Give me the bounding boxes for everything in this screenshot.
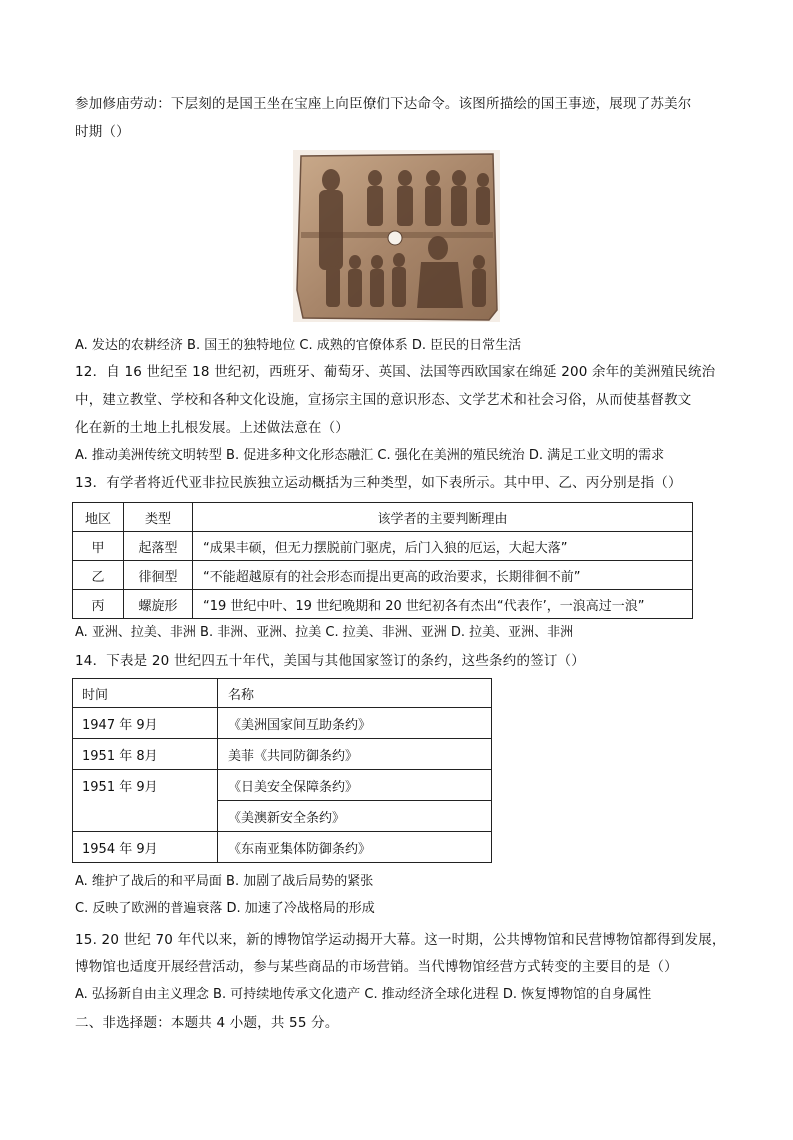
- table-cell: “成果丰硕，但无力摆脱前门驱虎，后门入狼的厄运，大起大落”: [193, 532, 693, 561]
- q12-options: A. 推动美洲传统文明转型 B. 促进多种文化形态融汇 C. 强化在美洲的殖民统治 D. 满足工业文明的需求: [75, 448, 665, 463]
- q13-options: A. 亚洲、拉美、非洲 B. 非洲、亚洲、拉美 C. 拉美、非洲、亚洲 D. 拉美、亚洲、非洲: [75, 625, 574, 640]
- table-header-row: [73, 503, 693, 532]
- table-row: [73, 708, 492, 739]
- table-cell: 乙: [73, 561, 124, 590]
- table-cell: “19 世纪中叶、19 世纪晚期和 20 世纪初各有杰出“代表作’，一浪高过一浪”: [193, 590, 693, 619]
- header-cell: 类型: [124, 503, 193, 532]
- q15-stem-line2: 博物馆也适度开展经营活动，参与某些商品的市场营销。当代博物馆经营方式转变的主要目的是（）: [75, 959, 678, 975]
- table-header-row: [73, 679, 492, 708]
- table-cell: 《美澳新安全条约》: [218, 801, 492, 832]
- q11-options: A. 发达的农耕经济 B. 国王的独特地位 C. 成熟的官僚体系 D. 臣民的日常生活: [75, 338, 522, 353]
- table-cell: 起落型: [124, 532, 193, 561]
- table-cell: 1947 年 9月: [73, 708, 218, 739]
- table-row: [73, 739, 492, 770]
- table-cell: 1954 年 9月: [73, 832, 218, 863]
- table-row: [73, 532, 693, 561]
- table-cell: 1951 年 8月: [73, 739, 218, 770]
- header-cell: 该学者的主要判断理由: [193, 503, 693, 532]
- table-cell: 螺旋形: [124, 590, 193, 619]
- table-cell: 《美洲国家间互助条约》: [218, 708, 492, 739]
- table-cell: 甲: [73, 532, 124, 561]
- table-cell: 丙: [73, 590, 124, 619]
- sumerian-relief-image: [293, 150, 500, 322]
- table-cell: 1951 年 9月: [73, 770, 218, 832]
- header-cell: 名称: [218, 679, 492, 708]
- q14-options-line1: A. 维护了战后的和平局面 B. 加剧了战后局势的紧张: [75, 874, 374, 889]
- q12-stem-line1: 12．自 16 世纪至 18 世纪初，西班牙、葡萄牙、英国、法国等西欧国家在绵延 200 余年的美洲殖民统治: [75, 364, 716, 380]
- header-cell: 地区: [73, 503, 124, 532]
- section-heading: 二、非选择题：本题共 4 小题，共 55 分。: [75, 1015, 339, 1031]
- q12-stem-line3: 化在新的土地上扎根发展。上述做法意在（）: [75, 420, 349, 436]
- q15-options: A. 弘扬新自由主义理念 B. 可持续地传承文化遗产 C. 推动经济全球化进程 D. 恢复博物馆的自身属性: [75, 987, 652, 1002]
- header-cell: 时间: [73, 679, 218, 708]
- q14-options-line2: C. 反映了欧洲的普遍衰落 D. 加速了冷战格局的形成: [75, 901, 375, 916]
- table-cell: 徘徊型: [124, 561, 193, 590]
- table-cell: 《日美安全保障条约》: [218, 770, 492, 801]
- table-row: [73, 561, 693, 590]
- table-row: [73, 832, 492, 863]
- table-row: [73, 770, 492, 801]
- q14-stem: 14．下表是 20 世纪四五十年代，美国与其他国家签订的条约，这些条约的签订（）: [75, 653, 585, 669]
- q12-stem-line2: 中，建立教堂、学校和各种文化设施，宣扬宗主国的意识形态、文学艺术和社会习俗，从而使基督教文: [75, 392, 692, 408]
- q15-stem-line1: 15. 20 世纪 70 年代以来，新的博物馆学运动揭开大幕。这一时期，公共博物馆和民营博物馆都得到发展，: [75, 932, 726, 948]
- q11-stem-line1: 参加修庙劳动：下层刻的是国王坐在宝座上向臣僚们下达命令。该图所描绘的国王事迹，展现了苏美尔: [75, 96, 692, 112]
- q14-table: [72, 678, 492, 863]
- table-cell: 《东南亚集体防御条约》: [218, 832, 492, 863]
- q13-stem: 13．有学者将近代亚非拉民族独立运动概括为三种类型，如下表所示。其中甲、乙、丙分别是指（）: [75, 475, 682, 491]
- q13-table: [72, 502, 693, 619]
- q11-stem-line2: 时期（）: [75, 124, 130, 140]
- table-cell: “不能超越原有的社会形态而提出更高的政治要求，长期徘徊不前”: [193, 561, 693, 590]
- table-row: [73, 590, 693, 619]
- table-cell: 美菲《共同防御条约》: [218, 739, 492, 770]
